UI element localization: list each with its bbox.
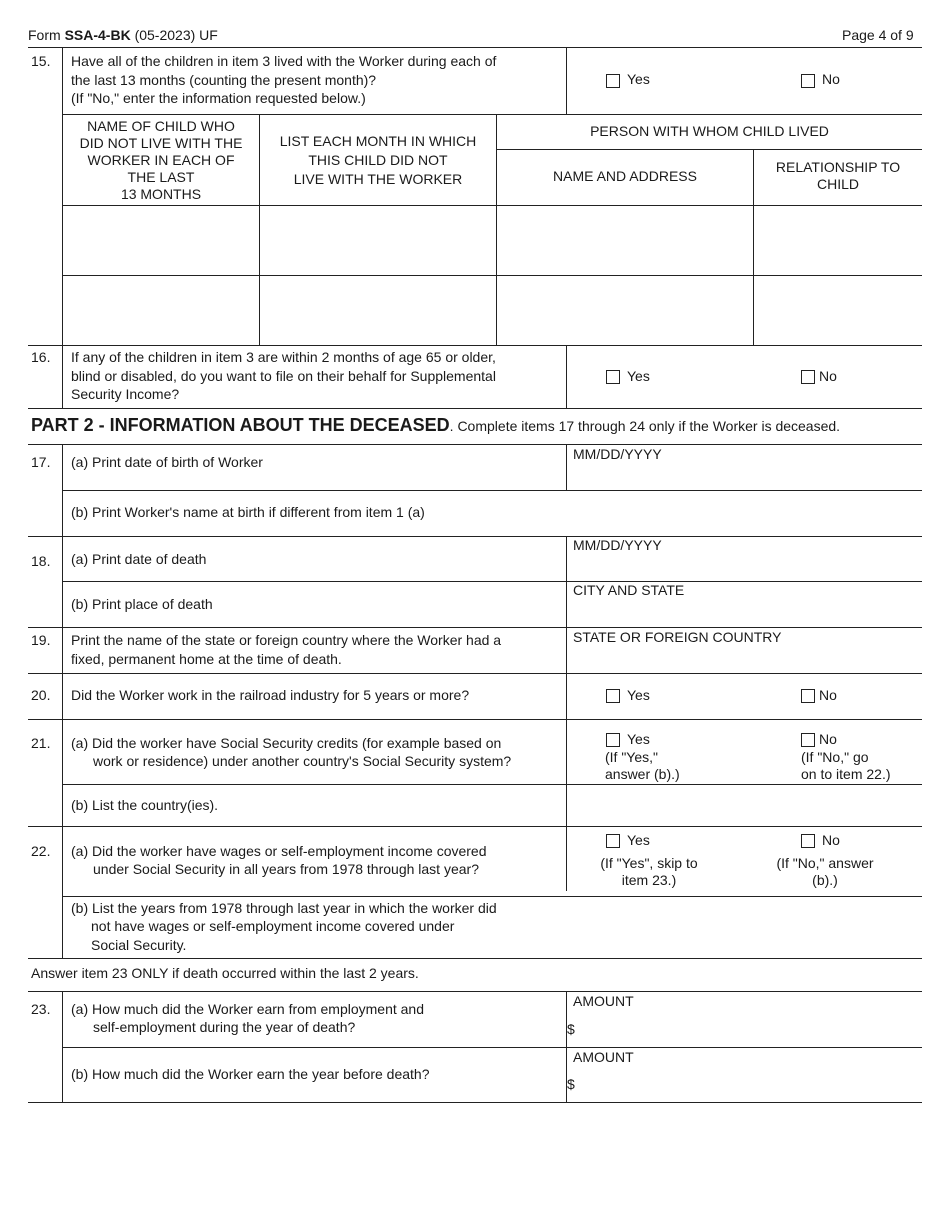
death-place-field[interactable] — [568, 600, 920, 625]
item-number: 18. — [31, 553, 51, 569]
divider — [496, 114, 497, 345]
divider — [62, 490, 922, 491]
divider — [62, 275, 922, 276]
date-hint: MM/DD/YYYY — [573, 537, 662, 553]
yes-checkbox[interactable] — [606, 74, 620, 88]
note-line: (b).) — [812, 872, 838, 888]
yes-checkbox[interactable] — [606, 370, 620, 384]
yes-checkbox[interactable] — [606, 834, 620, 848]
form-prefix: Form — [28, 27, 65, 43]
relationship-field[interactable] — [755, 277, 921, 344]
relationship-field[interactable] — [755, 207, 921, 274]
header-line: 13 MONTHS — [120, 186, 202, 202]
header-line: WORKER IN EACH OF — [87, 152, 235, 168]
item-number: 15. — [31, 53, 51, 69]
question-text: Print the name of the state or foreign country where the Worker had a — [71, 632, 502, 648]
divider — [566, 444, 567, 490]
question-text: (If "No," enter the information requested below.) — [71, 90, 366, 106]
divider — [566, 47, 567, 114]
divider — [28, 536, 922, 537]
column-group-header: PERSON WITH WHOM CHILD LIVED — [590, 123, 829, 139]
divider — [28, 826, 922, 827]
header-line: LIVE WITH THE WORKER — [293, 171, 463, 187]
yes-label: Yes — [627, 687, 650, 703]
question-text: (b) List the country(ies). — [71, 797, 219, 813]
item-number: 19. — [31, 632, 51, 648]
amount-hint: AMOUNT — [573, 1049, 634, 1065]
currency-symbol: $ — [567, 1021, 575, 1037]
note-line: (If "No," answer — [776, 855, 874, 871]
question-text: (a) Did the worker have Social Security credits (for example based on — [71, 735, 502, 751]
no-note — [760, 855, 890, 889]
item-number: 20. — [31, 687, 51, 703]
date-hint: MM/DD/YYYY — [573, 446, 662, 462]
divider — [62, 581, 922, 582]
question-text: Have all of the children in item 3 lived with the Worker during each of — [71, 53, 497, 69]
child-name-field[interactable] — [64, 277, 258, 344]
note-line: (If "Yes", skip to — [600, 855, 698, 871]
divider — [28, 345, 922, 346]
column-header-months — [260, 132, 496, 189]
header-line: CHILD — [816, 176, 859, 192]
question-text: the last 13 months (counting the present month)? — [71, 72, 377, 88]
section-title — [31, 414, 840, 437]
question-text: (b) Print place of death — [71, 596, 213, 612]
divider — [566, 536, 567, 891]
question-text: blind or disabled, do you want to file on their behalf for Supplemental — [71, 368, 496, 384]
note-line: item 23.) — [621, 872, 677, 888]
question-text: Did the Worker work in the railroad industry for 5 years or more? — [71, 687, 470, 703]
earnings-death-year-field[interactable] — [580, 1015, 920, 1045]
yes-checkbox[interactable] — [606, 689, 620, 703]
question-text: not have wages or self-employment income covered under — [91, 918, 455, 934]
child-name-field[interactable] — [64, 207, 258, 274]
yes-label: Yes — [627, 71, 650, 87]
divider — [62, 345, 63, 408]
header-line: LIST EACH MONTH IN WHICH — [279, 133, 477, 149]
divider — [28, 408, 922, 409]
form-id: SSA-4-BK — [64, 27, 131, 43]
home-country-field[interactable] — [568, 647, 920, 672]
note-line: (If "Yes," — [605, 749, 658, 765]
question-text: Social Security. — [91, 937, 187, 953]
divider — [62, 205, 922, 206]
no-note — [801, 749, 891, 783]
yes-label: Yes — [627, 731, 650, 747]
months-field[interactable] — [261, 207, 495, 274]
header-line: NAME OF CHILD WHO — [87, 118, 235, 134]
divider — [496, 149, 922, 150]
note-line: (If "No," go — [801, 749, 869, 765]
no-label: No — [822, 832, 840, 848]
header-line: THIS CHILD DID NOT — [308, 152, 448, 168]
years-field[interactable] — [568, 898, 920, 956]
divider — [62, 896, 922, 897]
instruction-note: Answer item 23 ONLY if death occurred within the last 2 years. — [31, 965, 419, 981]
part-title: PART 2 - INFORMATION ABOUT THE DECEASED — [31, 415, 450, 435]
countries-field[interactable] — [568, 786, 920, 824]
question-text: (a) Print date of birth of Worker — [71, 454, 263, 470]
name-address-field[interactable] — [498, 277, 752, 344]
yes-checkbox[interactable] — [606, 733, 620, 747]
divider — [28, 673, 922, 674]
page-number: Page 4 of 9 — [842, 27, 914, 43]
divider — [62, 991, 63, 1102]
question-text: work or residence) under another country's Social Security system? — [93, 753, 512, 769]
birth-date-field[interactable] — [568, 463, 920, 488]
item-number: 23. — [31, 1001, 51, 1017]
header-line: DID NOT LIVE WITH THE — [79, 135, 243, 151]
divider — [62, 1047, 922, 1048]
column-header-child-name — [63, 118, 259, 203]
no-checkbox[interactable] — [801, 74, 815, 88]
question-text: (b) List the years from 1978 through last year in which the worker did — [71, 900, 497, 916]
form-version: (05-2023) UF — [130, 27, 218, 43]
note-line: on to item 22.) — [801, 766, 891, 782]
header-line: THE LAST — [127, 169, 195, 185]
question-text: fixed, permanent home at the time of death. — [71, 651, 342, 667]
question-text: self-employment during the year of death? — [93, 1019, 356, 1035]
no-label: No — [819, 687, 837, 703]
place-hint: CITY AND STATE — [573, 582, 685, 598]
no-checkbox[interactable] — [801, 733, 815, 747]
question-text: If any of the children in item 3 are within 2 months of age 65 or older, — [71, 349, 496, 365]
divider — [28, 444, 922, 445]
part-subtitle: . Complete items 17 through 24 only if the Worker is deceased. — [449, 418, 841, 434]
divider — [62, 784, 922, 785]
divider — [28, 991, 922, 992]
divider — [28, 719, 922, 720]
question-text: under Social Security in all years from 1978 through last year? — [93, 861, 479, 877]
question-text: (a) Print date of death — [71, 551, 207, 567]
yes-note — [605, 749, 680, 783]
no-checkbox[interactable] — [801, 834, 815, 848]
no-label: No — [822, 71, 840, 87]
item-number: 16. — [31, 349, 51, 365]
question-text: (b) How much did the Worker earn the year before death? — [71, 1066, 430, 1082]
column-header-name-address: NAME AND ADDRESS — [553, 168, 697, 184]
divider — [62, 114, 922, 115]
yes-label: Yes — [627, 832, 650, 848]
item-number: 22. — [31, 843, 51, 859]
no-checkbox[interactable] — [801, 689, 815, 703]
divider — [28, 1102, 922, 1103]
divider — [28, 958, 922, 959]
note-line: answer (b).) — [605, 766, 680, 782]
divider — [62, 444, 63, 958]
no-label: No — [819, 731, 837, 747]
item-number: 17. — [31, 454, 51, 470]
column-header-relationship — [754, 159, 922, 193]
country-hint: STATE OR FOREIGN COUNTRY — [573, 629, 782, 645]
divider — [28, 47, 922, 48]
question-text: (b) Print Worker's name at birth if different from item 1 (a) — [71, 504, 425, 520]
question-text: (a) How much did the Worker earn from employment and — [71, 1001, 424, 1017]
currency-symbol: $ — [567, 1076, 575, 1092]
question-text: Security Income? — [71, 386, 180, 402]
name-address-field[interactable] — [498, 207, 752, 274]
item-number: 21. — [31, 735, 51, 751]
header-line: RELATIONSHIP TO — [775, 159, 901, 175]
no-checkbox[interactable] — [801, 370, 815, 384]
question-text: (a) Did the worker have wages or self-employment income covered — [71, 843, 487, 859]
yes-label: Yes — [627, 368, 650, 384]
divider — [28, 627, 922, 628]
no-label: No — [819, 368, 837, 384]
amount-hint: AMOUNT — [573, 993, 634, 1009]
death-date-field[interactable] — [568, 555, 920, 580]
divider — [566, 345, 567, 408]
earnings-prior-year-field[interactable] — [580, 1070, 920, 1100]
months-field[interactable] — [261, 277, 495, 344]
yes-note — [586, 855, 712, 889]
form-identifier — [28, 26, 218, 44]
